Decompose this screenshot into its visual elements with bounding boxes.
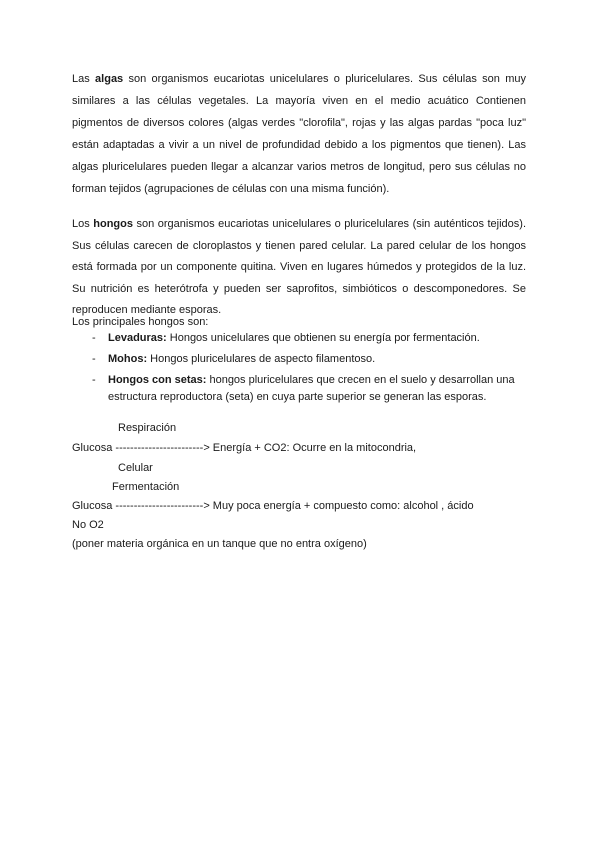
respiracion-sublabel: Celular [118, 462, 153, 474]
hongos-paragraph: Los hongos son organismos eucariotas unicelulares o pluricelulares (sin auténticos tejidos). Sus células carecen de cloroplastos y tienen pared celular. La pared celular de los hongos está formada por un componente quitina. Viven en lugares húmedos y protegidos de la luz. Su nutrición es heterótrofa y pueden ser saprofitos, simbióticos o descomponedores. Se reproducen mediante esporas. [72, 218, 526, 316]
list-item: - Levaduras: Hongos unicelulares que obtienen su energía por fermentación. [72, 330, 528, 347]
algas-line-6: forman tejidos (agrupaciones de células con una misma función). [72, 183, 390, 195]
algas-paragraph [72, 68, 526, 200]
algas-term: algas [95, 73, 124, 85]
respiracion-equation: Glucosa ------------------------> Energía + CO2: Ocurre en la mitocondria, [72, 442, 417, 454]
hongos-list [72, 330, 528, 410]
bullet-dash: - [92, 374, 96, 386]
algas-line-3: pigmentos de diversos colores (algas verdes "clorofila", rojas y las algas pardas "poca luz" [72, 117, 526, 129]
fermentacion-label: Fermentación [112, 481, 180, 493]
fermentacion-note: (poner materia orgánica en un tanque que no entra oxígeno) [72, 538, 367, 550]
list-item: - Mohos: Hongos pluricelulares de aspecto filamentoso. [72, 351, 528, 368]
algas-line-2: similares a las células vegetales. La mayoría viven en el medio acuático Contienen [72, 95, 526, 107]
fermentacion-equation: Glucosa ------------------------> Muy poca energía + compuesto como: alcohol , ácido [72, 500, 474, 512]
hongos-list-intro: Los principales hongos son: [72, 316, 209, 328]
algas-line-4: están adaptadas a vivir a un nivel de profundidad debido a los pigmentos que tienen). Las [72, 139, 526, 151]
respiracion-label: Respiración [118, 422, 177, 434]
bullet-dash: - [92, 332, 96, 344]
hongos-term: hongos [93, 218, 133, 230]
algas-line-1: Las algas son organismos eucariotas unicelulares o pluricelulares. Sus células son muy [72, 73, 526, 85]
algas-line-5: algas pluricelulares pueden llegar a alcanzar varios metros de longitud, pero sus células no [72, 161, 526, 173]
fermentacion-sublabel: No O2 [72, 519, 104, 531]
bullet-dash: - [92, 353, 96, 365]
list-item: - Hongos con setas: hongos pluricelulares que crecen en el suelo y desarrollan una estructura reproductora (seta) en cuya parte superior se generan las esporas. [92, 374, 515, 403]
